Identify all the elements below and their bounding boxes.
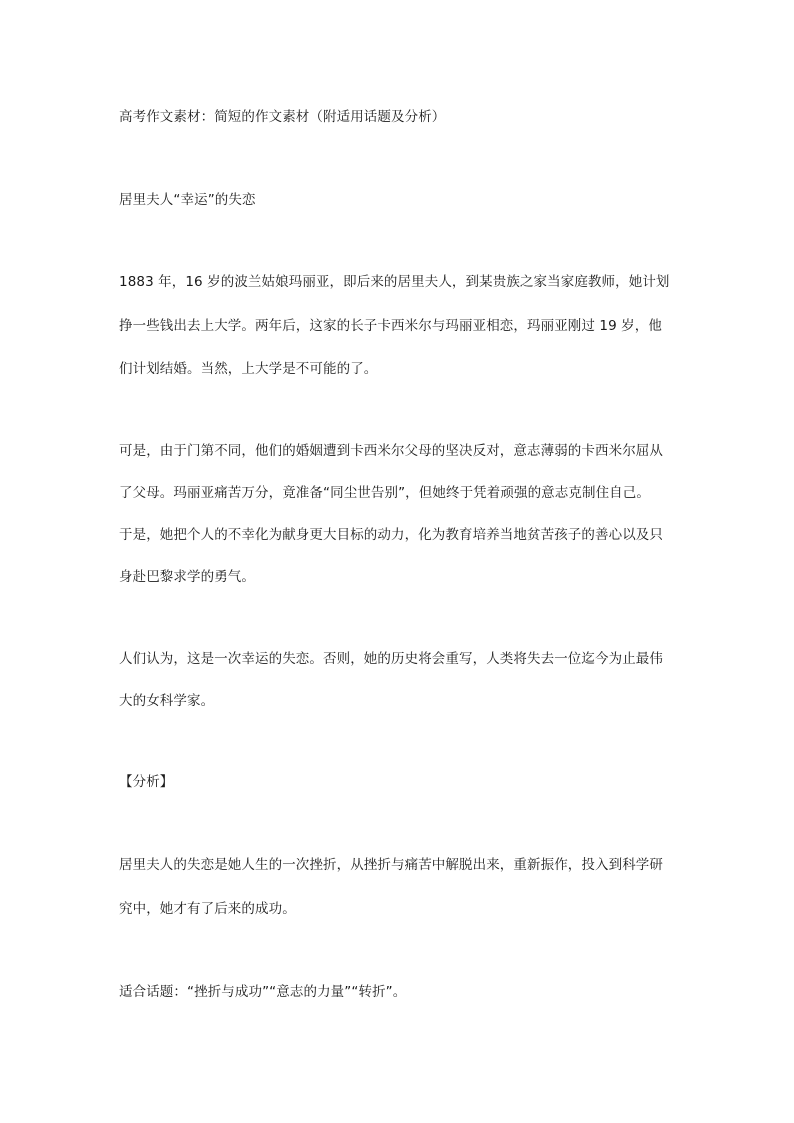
- document-title: 高考作文素材：简短的作文素材（附适用话题及分析）: [119, 109, 446, 125]
- analysis-line2: 究中，她才有了后来的成功。: [119, 901, 296, 917]
- paragraph2-line1: 可是，由于门第不同，他们的婚姻遭到卡西米尔父母的坚决反对，意志薄弱的卡西米尔屈从: [119, 443, 663, 459]
- paragraph3-line1: 人们认为，这是一次幸运的失恋。否则，她的历史将会重写，人类将失去一位迄今为止最伟: [119, 651, 663, 667]
- analysis-line1: 居里夫人的失恋是她人生的一次挫折，从挫折与痛苦中解脱出来，重新振作，投入到科学研: [119, 857, 663, 873]
- paragraph3-line2: 大的女科学家。: [119, 693, 215, 709]
- paragraph2-line4: 身赴巴黎求学的勇气。: [119, 569, 255, 585]
- paragraph1-line1: 1883 年，16 岁的波兰姑娘玛丽亚，即后来的居里夫人，到某贵族之家当家庭教师，她计划: [119, 274, 670, 290]
- paragraph2-line3: 于是，她把个人的不幸化为献身更大目标的动力，化为教育培养当地贫苦孩子的善心以及只: [119, 527, 663, 543]
- story-heading: 居里夫人“幸运”的失恋: [119, 192, 256, 208]
- topics-line: 适合话题：“挫折与成功”“意志的力量”“转折”。: [119, 984, 407, 1000]
- paragraph1-line2: 挣一些钱出去上大学。两年后，这家的长子卡西米尔与玛丽亚相恋，玛丽亚刚过 19 岁，他: [119, 318, 662, 334]
- analysis-heading: 【分析】: [119, 774, 174, 790]
- paragraph2-line2: 了父母。玛丽亚痛苦万分，竟准备“同尘世告别”，但她终于凭着顽强的意志克制住自己。: [119, 485, 650, 501]
- paragraph1-line3: 们计划结婚。当然，上大学是不可能的了。: [119, 361, 378, 377]
